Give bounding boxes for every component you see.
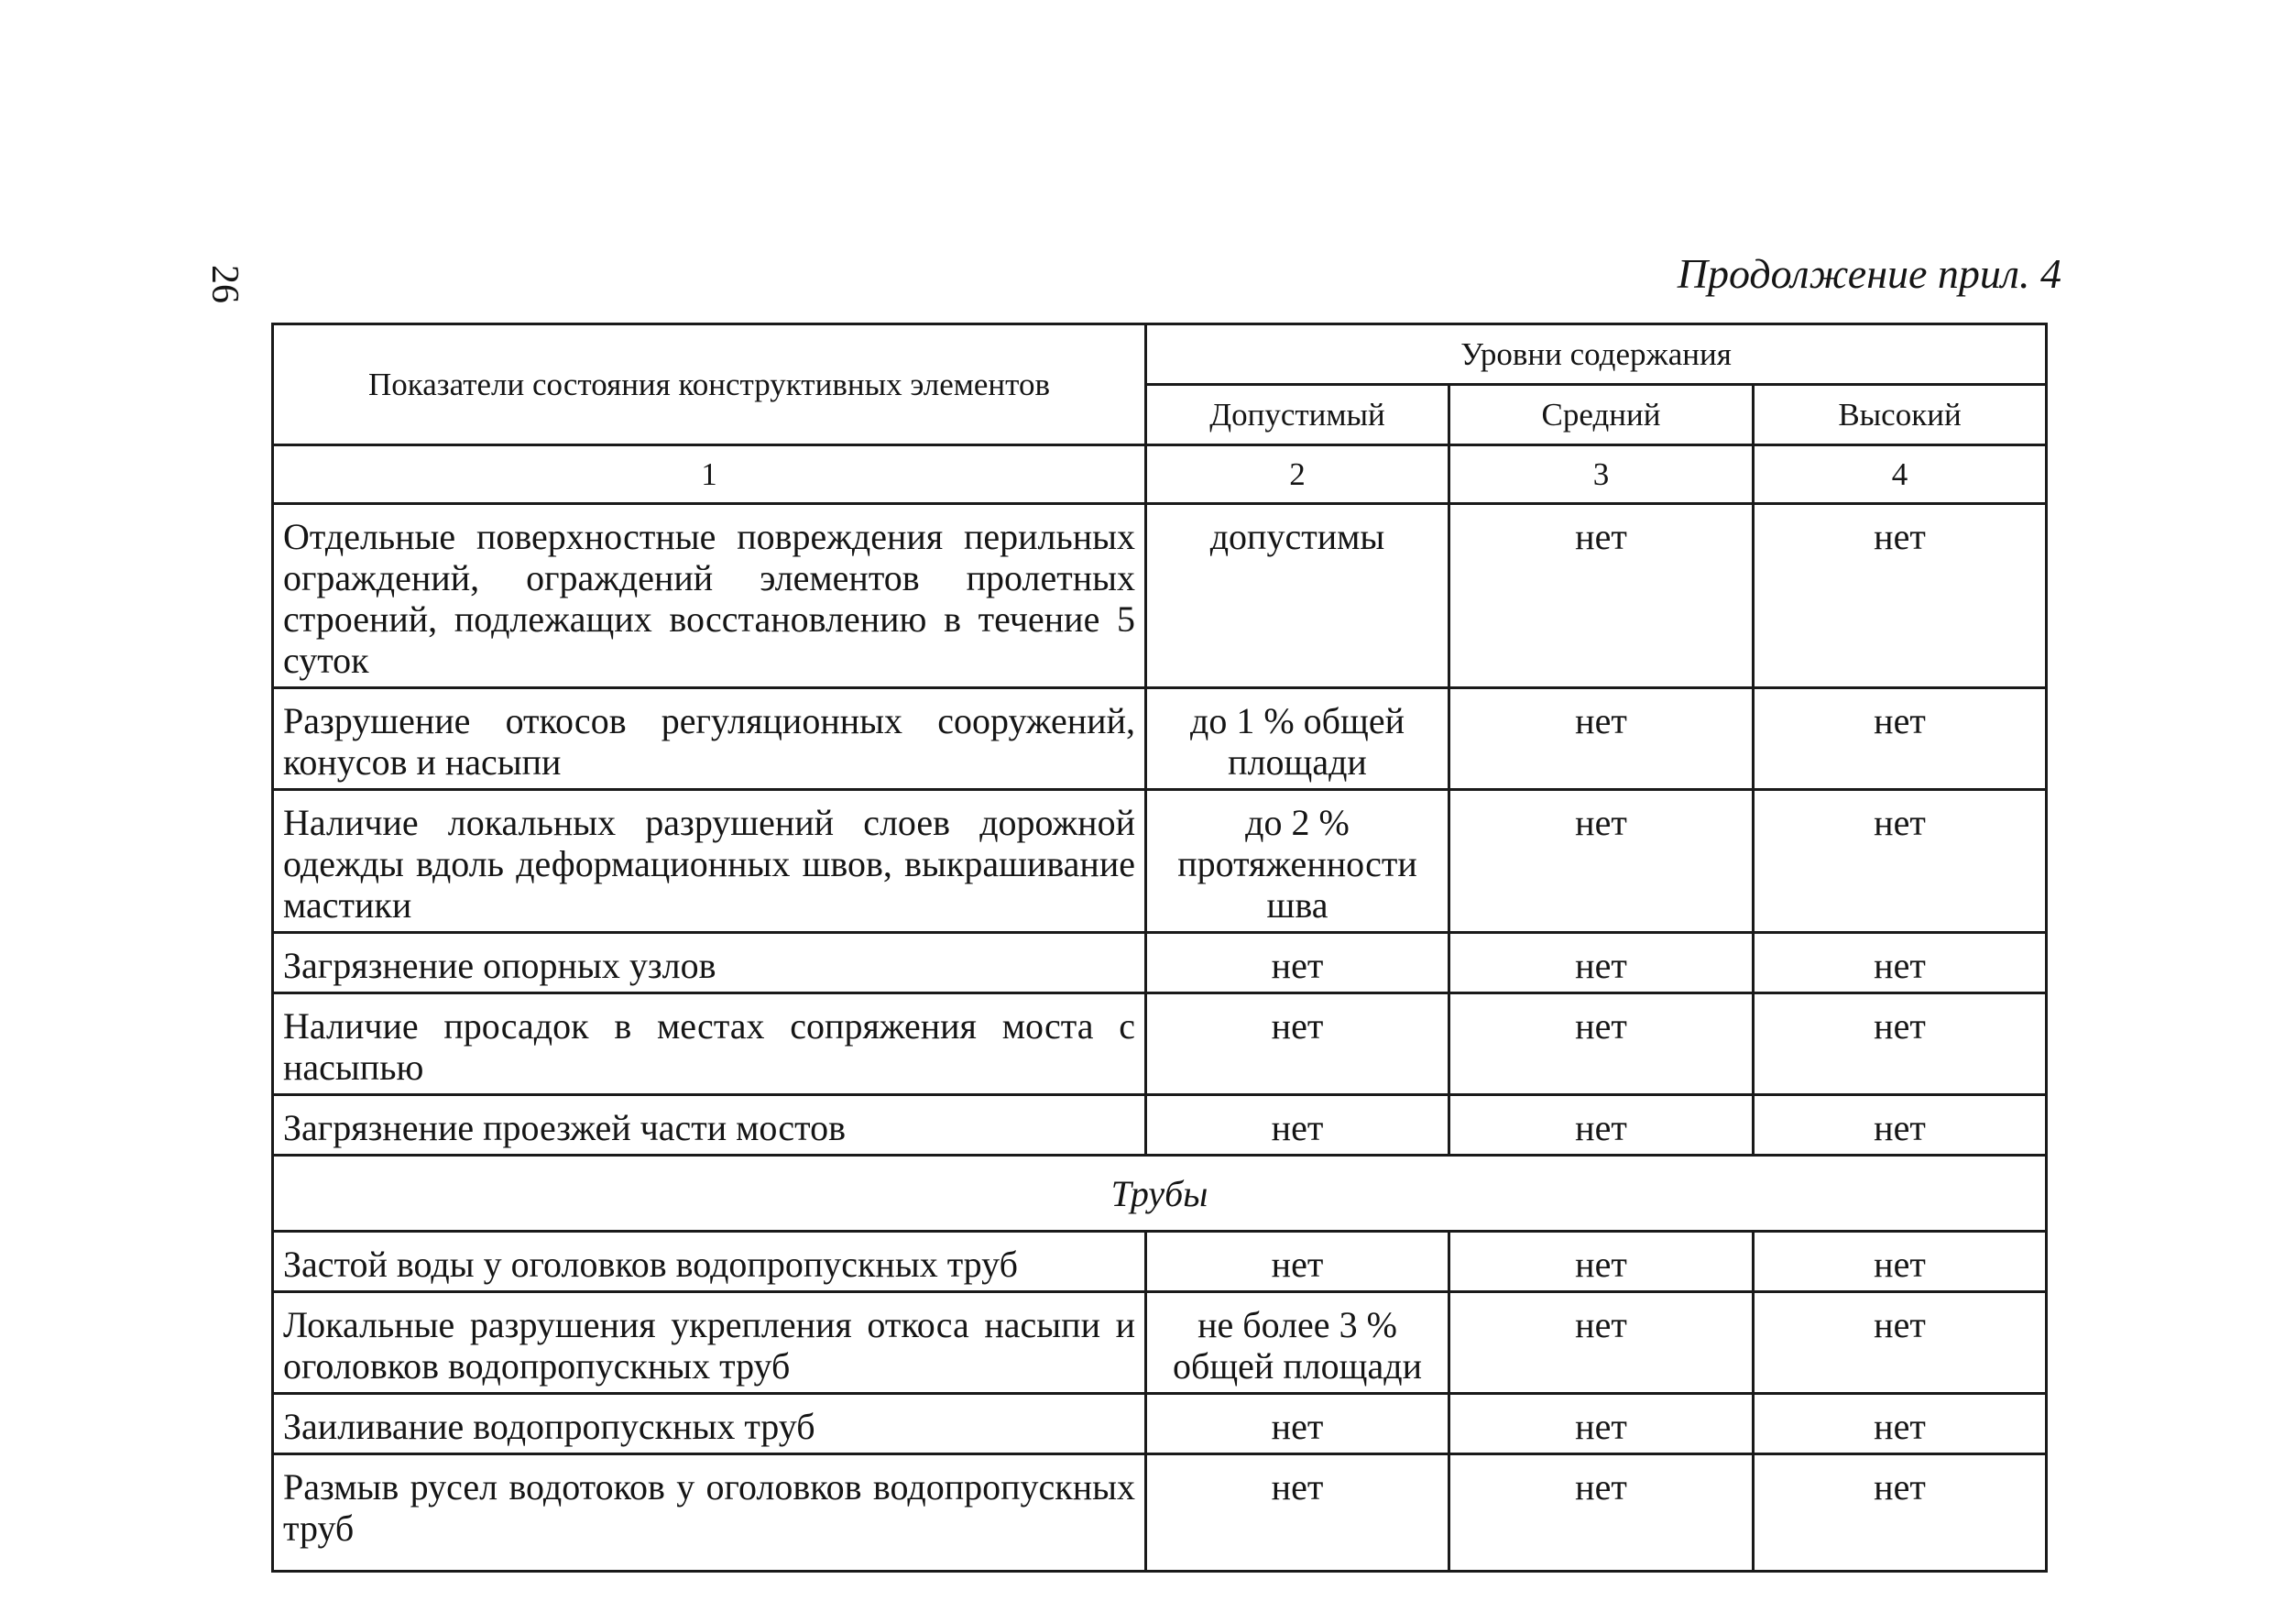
table-row [273,688,2047,790]
value-cell: допустимы [1146,504,1449,688]
indicator-cell: Загрязнение опорных узлов [273,933,1146,993]
value-cell: нет [1449,1394,1754,1454]
value-cell: нет [1449,933,1754,993]
value-cell: нет [1146,933,1449,993]
value-cell: нет [1146,993,1449,1095]
table-row [273,1232,2047,1292]
indicator-cell: Отдельные поверхностные повреждения перильных ограждений, ограждений элементов пролетных строений, подлежащих восстановлению в течение 5 суток [273,504,1146,688]
level-header-high: Высокий [1754,385,2047,445]
value-cell: нет [1449,504,1754,688]
indicator-cell: Наличие локальных разрушений слоев дорожной одежды вдоль деформационных швов, выкрашивание мастики [273,790,1146,933]
section-row [273,1156,2047,1232]
maintenance-levels-table [271,323,2048,1573]
value-cell: нет [1449,790,1754,933]
level-header-permissible: Допустимый [1146,385,1449,445]
table-row [273,1095,2047,1156]
value-cell: нет [1449,1095,1754,1156]
column-number-row [273,445,2047,504]
column-number: 3 [1449,445,1754,504]
value-cell: нет [1754,790,2047,933]
value-cell: нет [1449,1454,1754,1572]
table-row [273,1394,2047,1454]
value-cell: не более 3 % общей площади [1146,1292,1449,1394]
value-cell: нет [1754,1454,2047,1572]
value-cell: нет [1449,1292,1754,1394]
value-cell: нет [1754,1095,2047,1156]
value-cell: нет [1146,1394,1449,1454]
continuation-title: Продолжение прил. 4 [1677,250,2061,297]
value-cell: нет [1449,688,1754,790]
level-header-medium: Средний [1449,385,1754,445]
table-row [273,993,2047,1095]
value-cell: нет [1754,1394,2047,1454]
value-cell: нет [1754,1232,2047,1292]
column-number: 4 [1754,445,2047,504]
table-row [273,933,2047,993]
indicator-cell: Разрушение откосов регуляционных сооружений, конусов и насыпи [273,688,1146,790]
indicator-cell: Размыв русел водотоков у оголовков водопропускных труб [273,1454,1146,1572]
table-row [273,504,2047,688]
value-cell: нет [1754,933,2047,993]
page-number: 26 [203,265,246,303]
levels-header: Уровни содержания [1146,324,2047,385]
indicator-header: Показатели состояния конструктивных элементов [273,324,1146,445]
table-row [273,790,2047,933]
table-row [273,1454,2047,1572]
value-cell: нет [1146,1232,1449,1292]
value-cell: нет [1754,1292,2047,1394]
table-row [273,1292,2047,1394]
value-cell: нет [1146,1454,1449,1572]
indicator-cell: Наличие просадок в местах сопряжения моста с насыпью [273,993,1146,1095]
value-cell: до 2 % протяженности шва [1146,790,1449,933]
column-number: 1 [273,445,1146,504]
value-cell: нет [1754,504,2047,688]
value-cell: нет [1754,688,2047,790]
value-cell: нет [1449,993,1754,1095]
column-number: 2 [1146,445,1449,504]
indicator-cell: Застой воды у оголовков водопропускных труб [273,1232,1146,1292]
indicator-cell: Заиливание водопропускных труб [273,1394,1146,1454]
value-cell: нет [1449,1232,1754,1292]
section-title: Трубы [273,1156,2047,1232]
indicator-cell: Локальные разрушения укрепления откоса насыпи и оголовков водопропускных труб [273,1292,1146,1394]
indicator-cell: Загрязнение проезжей части мостов [273,1095,1146,1156]
value-cell: нет [1146,1095,1449,1156]
value-cell: до 1 % общей площади [1146,688,1449,790]
value-cell: нет [1754,993,2047,1095]
